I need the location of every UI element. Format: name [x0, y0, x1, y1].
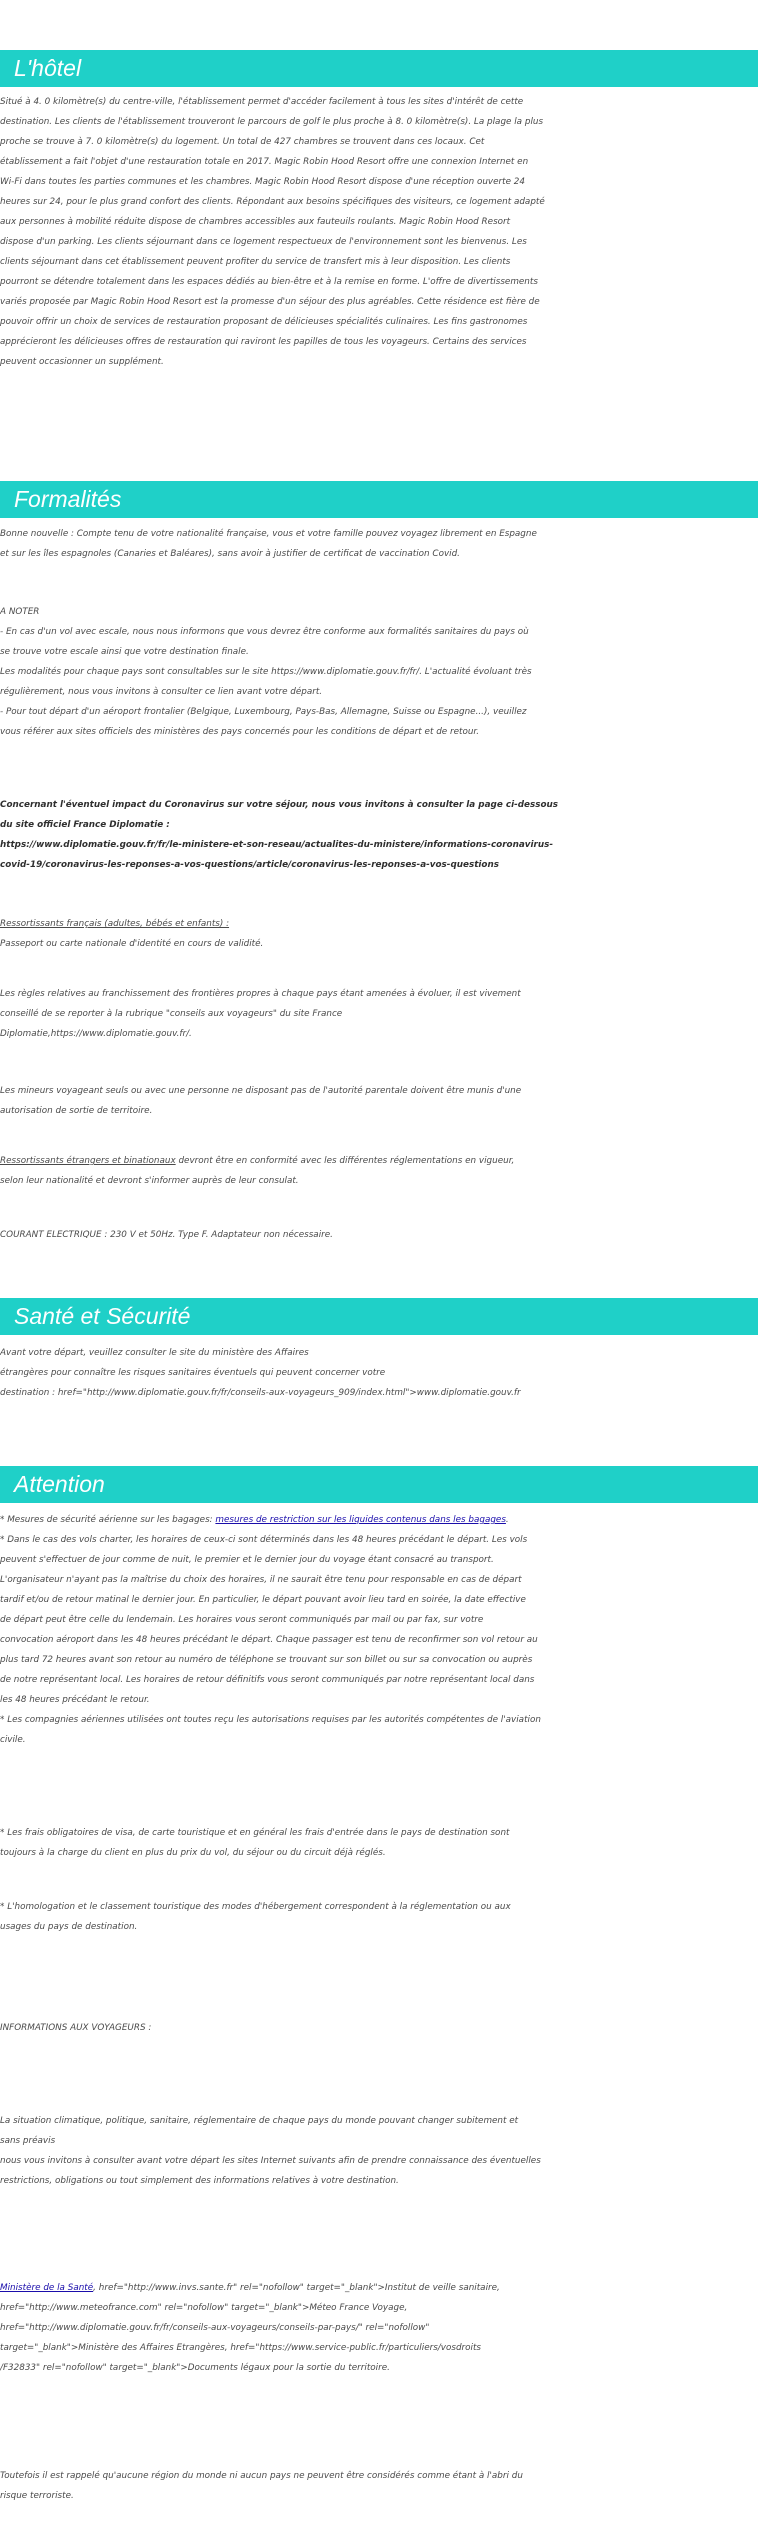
text-line: href="http://www.meteofrance.com" rel="nofollow" target="_blank">Méteo France Voyage, [0, 2303, 408, 2313]
useful-links [0, 2278, 756, 2378]
text-line: Toutefois il est rappelé qu'aucune région du monde ni aucun pays ne peuvent être considérés comme étant à l'abri du [0, 2471, 523, 2481]
text-line: dispose d'un parking. Les clients séjournant dans ce logement respectueux de l'environnement sont les bienvenus. Les [0, 237, 527, 247]
text-line: vous référer aux sites officiels des ministères des pays concernés pour les conditions de départ et de retour. [0, 727, 480, 737]
sante-section-header [0, 1298, 758, 1335]
text-line: Diplomatie,https://www.diplomatie.gouv.fr/. [0, 1029, 192, 1039]
text-line: Bonne nouvelle : Compte tenu de votre nationalité française, vous et votre famille pouvez voyagez librement en Espagne [0, 529, 537, 539]
text-line: peuvent occasionner un supplément. [0, 357, 164, 367]
text-line [0, 2278, 756, 2298]
text-line: de départ peut être celle du lendemain. Les horaires vous seront communiqués par mail ou par fax, sur votre [0, 1615, 484, 1625]
text-line: et sur les îles espagnoles (Canaries et Baléares), sans avoir à justifier de certificat de vaccination Covid. [0, 549, 460, 559]
minors-rules [0, 1081, 756, 1121]
text-line: La situation climatique, politique, sanitaire, réglementaire de chaque pays du monde pouvant changer subitement et [0, 2116, 519, 2126]
fees-notice [0, 1823, 756, 1863]
links-line-rest: , href="http://www.invs.sante.fr" rel="nofollow" target="_blank">Institut de veille sanitaire, [93, 2283, 500, 2293]
text-line: heures sur 24, pour le plus grand confort des clients. Répondant aux besoins spécifiques des visiteurs, ce logement adapté [0, 197, 545, 207]
foreign-nationals-heading: Ressortissants étrangers et binationaux [0, 1156, 176, 1166]
text-line: - En cas d'un vol avec escale, nous nous informons que vous devrez être conforme aux formalités sanitaires du pays où [0, 627, 529, 637]
text-line: risque terroriste. [0, 2491, 74, 2501]
borders-rules [0, 984, 756, 1044]
text-line: restrictions, obligations ou tout simplement des informations relatives à votre destination. [0, 2176, 399, 2186]
text-line: du site officiel France Diplomatie : [0, 820, 170, 830]
text-line: Les modalités pour chaque pays sont consultables sur le site https://www.diplomatie.gouv.fr/fr/. L'actualité évoluant très [0, 667, 532, 677]
text-line: - Pour tout départ d'un aéroport frontalier (Belgique, Luxembourg, Pays-Bas, Allemagne, Suisse ou Espagne...), veuillez [0, 707, 527, 717]
terror-notice [0, 2466, 756, 2506]
text-line: * Dans le cas des vols charter, les horaires de ceux-ci sont déterminés dans les 48 heures précédant le départ. Les vols [0, 1535, 528, 1545]
note-title: A NOTER [0, 607, 40, 617]
text-line: de notre représentant local. Les horaires de retour définitifs vous seront communiqués par notre représentant local dans [0, 1675, 535, 1685]
hotel-title: L'hôtel [14, 55, 82, 81]
french-nationals [0, 914, 756, 954]
text-line: selon leur nationalité et devront s'informer auprès de leur consulat. [0, 1176, 299, 1186]
text-line: établissement a fait l'objet d'une restauration totale en 2017. Magic Robin Hood Resort offre une connexion Internet en [0, 157, 529, 167]
text-line: * L'homologation et le classement touristique des modes d'hébergement correspondent à la réglementation ou aux [0, 1902, 511, 1912]
text-line: /F32833" rel="nofollow" target="_blank">Documents légaux pour la sortie du territoire. [0, 2363, 390, 2373]
text-line: target="_blank">Ministère des Affaires Etrangères, href="https://www.service-public.fr/particuliers/vosdroits [0, 2343, 482, 2353]
text-line: toujours à la charge du client en plus du prix du vol, du séjour ou du circuit déjà réglés. [0, 1848, 386, 1858]
security-prefix: * Mesures de sécurité aérienne sur les bagages: [0, 1515, 216, 1525]
hotel-description [0, 92, 756, 372]
text-line: Avant votre départ, veuillez consulter le site du ministère des Affaires [0, 1348, 309, 1358]
text-line: régulièrement, nous vous invitons à consulter ce lien avant votre départ. [0, 687, 323, 697]
text-line: destination. Les clients de l'établissement trouveront le parcours de golf le plus proche à 8. 0 kilomètre(s). La plage la plus [0, 117, 544, 127]
foreign-nationals-text: devront être en conformité avec les différentes réglementations en vigueur, [175, 1156, 515, 1166]
attention-title: Attention [14, 1471, 105, 1497]
homologation-notice [0, 1897, 756, 1937]
covid-url-line: https://www.diplomatie.gouv.fr/fr/le-ministere-et-son-reseau/actualites-du-ministere/informations-coronavirus- [0, 840, 554, 850]
text-line: nous vous invitons à consulter avant votre départ les sites Internet suivants afin de prendre connaissance des éventuelles [0, 2156, 541, 2166]
french-nationals-heading: Ressortissants français (adultes, bébés et enfants) : [0, 919, 230, 929]
travellers-info-title [0, 2018, 756, 2038]
sante-text [0, 1343, 756, 1403]
text-line: apprécieront les délicieuses offres de restauration qui raviront les papilles de tous les voyageurs. Certains des services [0, 337, 527, 347]
text-line: Situé à 4. 0 kilomètre(s) du centre-ville, l'établissement permet d'accéder facilement à tous les sites d'intérêt de cette [0, 97, 524, 107]
info-title: INFORMATIONS AUX VOYAGEURS : [0, 2023, 152, 2033]
text-line: * Les compagnies aériennes utilisées ont toutes reçu les autorisations requises par les autorités compétentes de l'aviation [0, 1715, 541, 1725]
text-line: Les règles relatives au franchissement des frontières propres à chaque pays étant amenées à évoluer, il est vivement [0, 989, 521, 999]
text-line: autorisation de sortie de territoire. [0, 1106, 153, 1116]
formalites-section-header [0, 481, 758, 518]
text-line: * Les frais obligatoires de visa, de carte touristique et en général les frais d'entrée dans le pays de destination sont [0, 1828, 510, 1838]
text-line: proche se trouve à 7. 0 kilomètre(s) du logement. Un total de 427 chambres se trouvent dans ces locaux. Cet [0, 137, 485, 147]
climate-notice [0, 2111, 756, 2191]
text-line: les 48 heures précédant le retour. [0, 1695, 150, 1705]
formalites-intro [0, 524, 756, 564]
text-line: destination : href="http://www.diplomatie.gouv.fr/fr/conseils-aux-voyageurs_909/index.html">www.diplomatie.gouv.fr [0, 1388, 521, 1398]
text-line: pourront se détendre totalement dans les espaces dédiés au bien-être et à la remise en forme. L'offre de divertissements [0, 277, 538, 287]
electric-info [0, 1225, 756, 1245]
formalites-note [0, 602, 756, 742]
sante-title: Santé et Sécurité [14, 1303, 191, 1329]
text-line: href="http://www.diplomatie.gouv.fr/fr/conseils-aux-voyageurs/conseils-par-pays/" rel="nofollow" [0, 2323, 430, 2333]
text-line: aux personnes à mobilité réduite dispose de chambres accessibles aux fauteuils roulants. Magic Robin Hood Resort [0, 217, 511, 227]
text-line: Wi-Fi dans toutes les parties communes et les chambres. Magic Robin Hood Resort dispose d'une réception ouverte 24 [0, 177, 525, 187]
text-line: Concernant l'éventuel impact du Coronavirus sur votre séjour, nous vous invitons à consulter la page ci-dessous [0, 800, 559, 810]
hotel-section-header [0, 50, 758, 87]
text-line: pouvoir offrir un choix de services de restauration proposant de délicieuses spécialités culinaires. Les fins gastronomes [0, 317, 528, 327]
text-line [0, 1510, 756, 1530]
text-line: Les mineurs voyageant seuls ou avec une personne ne disposant pas de l'autorité parentale doivent être munis d'une [0, 1086, 522, 1096]
security-suffix: . [505, 1515, 509, 1525]
text-line: convocation aéroport dans les 48 heures précédant le départ. Chaque passager est tenu de reconfirmer son vol retour au [0, 1635, 538, 1645]
text-line: civile. [0, 1735, 26, 1745]
text-line: tardif et/ou de retour matinal le dernier jour. En particulier, le départ pouvant avoir lieu tard en soirée, la date effective [0, 1595, 526, 1605]
text-line: conseillé de se reporter à la rubrique "conseils aux voyageurs" du site France [0, 1009, 343, 1019]
text-line: plus tard 72 heures avant son retour au numéro de téléphone se trouvant sur son billet ou sur sa convocation ou auprès [0, 1655, 533, 1665]
text-line: usages du pays de destination. [0, 1922, 138, 1932]
attention-rules [0, 1510, 756, 1750]
text-line: variés proposée par Magic Robin Hood Resort est la promesse d'un séjour des plus agréables. Cette résidence est fière de [0, 297, 540, 307]
liquids-restriction-link[interactable]: mesures de restriction sur les liquides contenus dans les bagages [215, 1515, 506, 1525]
text-line: clients séjournant dans cet établissement peuvent profiter du service de transfert mis à leur disposition. Les clients [0, 257, 511, 267]
foreign-nationals [0, 1151, 756, 1191]
text-line: se trouve votre escale ainsi que votre destination finale. [0, 647, 249, 657]
text-line: L'organisateur n'ayant pas la maîtrise du choix des horaires, il ne saurait être tenu pour responsable en cas de départ [0, 1575, 522, 1585]
text-line: COURANT ELECTRIQUE : 230 V et 50Hz. Type F. Adaptateur non nécessaire. [0, 1230, 333, 1240]
text-line: peuvent s'effectuer de jour comme de nuit, le premier et le dernier jour du voyage étant consacré au transport. [0, 1555, 494, 1565]
covid-notice [0, 795, 756, 875]
formalites-title: Formalités [14, 486, 122, 512]
covid-url-line: covid-19/coronavirus-les-reponses-a-vos-questions/article/coronavirus-les-reponses-a-vos-questions [0, 860, 499, 870]
ministere-sante-link[interactable]: Ministère de la Santé [0, 2283, 94, 2293]
text-line: sans préavis [0, 2136, 56, 2146]
text-line [0, 1151, 756, 1171]
text-line: étrangères pour connaître les risques sanitaires éventuels qui peuvent concerner votre [0, 1368, 386, 1378]
attention-section-header [0, 1466, 758, 1503]
text-line: Passeport ou carte nationale d'identité en cours de validité. [0, 939, 264, 949]
